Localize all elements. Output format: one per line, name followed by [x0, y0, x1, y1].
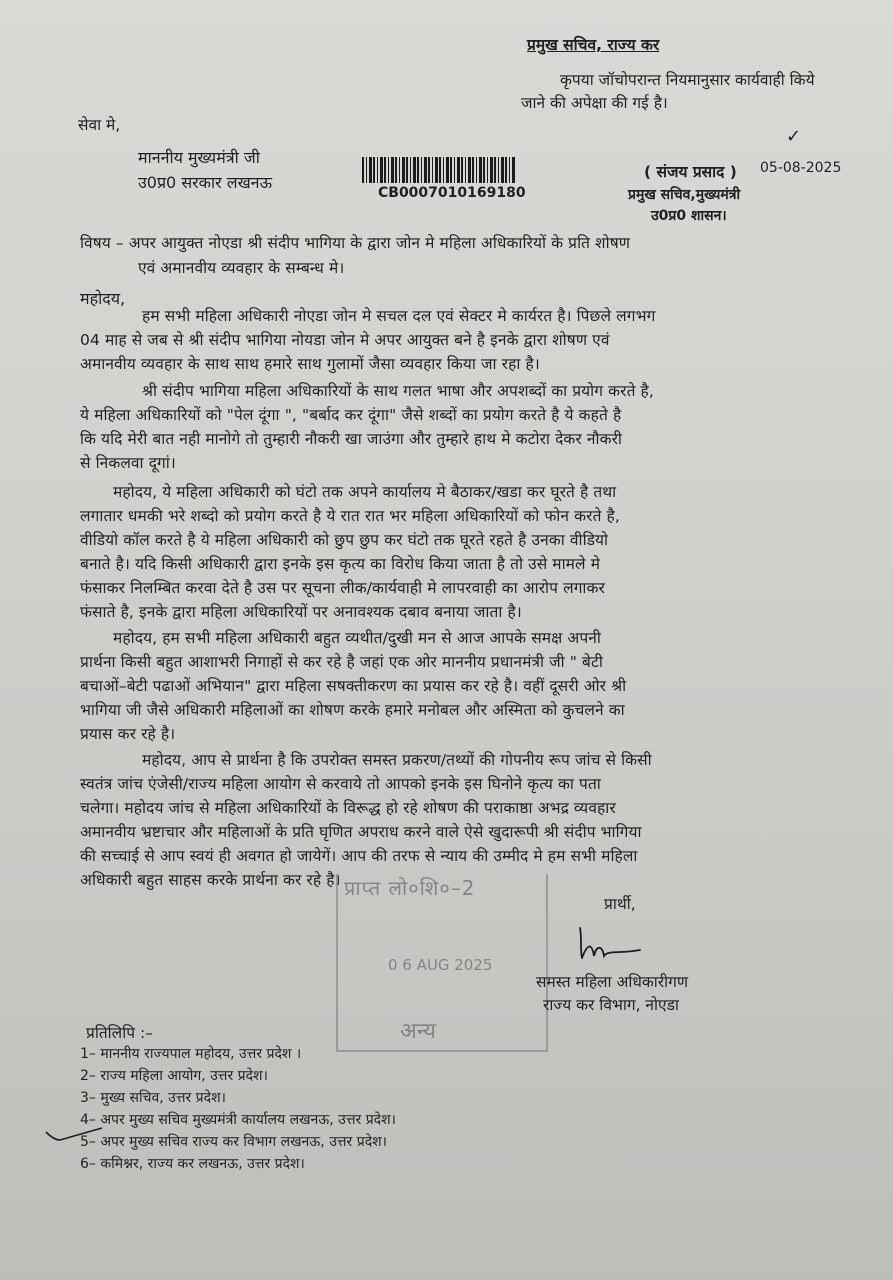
body-line: महोदय, हम सभी महिला अधिकारी बहुत व्यथीत/दुखी मन से आज आपके समक्ष अपनी: [113, 629, 601, 647]
body-line: लगातार धमकी भरे शब्दो को प्रयोग करते है ये रात रात भर महिला अधिकारियों को फोन करते है,: [80, 507, 620, 525]
body-line: अमानवीय व्यवहार के साथ साथ हमारे साथ गुलामों जैसा व्यवहार किया जा रहा है।: [80, 355, 540, 373]
copy-item: 3– मुख्य सचिव, उत्तर प्रदेश।: [80, 1090, 226, 1106]
note-line-2: जाने की अपेक्षा की गई है।: [521, 94, 668, 112]
body-line: ये महिला अधिकारियों को "पेल दूंगा ", "बर्बाद कर दूंगा" जैसे शब्दों का प्रयोग करते है ये कहते है: [80, 406, 622, 424]
body-line: 04 माह से जब से श्री संदीप भागिया नोयडा जोन मे अपर आयुक्त बने है इनके द्वारा शोषण एवं: [80, 331, 610, 349]
stamp-date: 0 6 AUG 2025: [388, 956, 493, 974]
copy-item: 1– माननीय राज्यपाल महोदय, उत्तर प्रदेश ।: [80, 1046, 302, 1062]
copy-item: 5– अपर मुख्य सचिव राज्य कर विभाग लखनऊ, उत्तर प्रदेश।: [80, 1134, 387, 1150]
note-mark: ✓: [786, 126, 802, 147]
copy-item: 6– कमिश्नर, राज्य कर लखनऊ, उत्तर प्रदेश।: [80, 1156, 305, 1172]
stamp-office: प्राप्त लो०शि०–2: [344, 876, 476, 900]
copy-item: 2– राज्य महिला आयोग, उत्तर प्रदेश।: [80, 1068, 268, 1084]
address-to: सेवा मे,: [78, 116, 121, 134]
body-line: महोदय, आप से प्रार्थना है कि उपरोक्त समस्त प्रकरण/तथ्यों की गोपनीय रूप जांच से किसी: [142, 751, 652, 769]
copies-heading: प्रतिलिपि :–: [86, 1024, 153, 1042]
stamp-category: अन्य: [400, 1019, 437, 1044]
body-line: श्री संदीप भागिया महिला अधिकारियों के साथ गलत भाषा और अपशब्दों का प्रयोग करते है,: [142, 382, 654, 400]
body-line: फंसाते है, इनके द्वारा महिला अधिकारियों पर अनावश्यक दबाव बनाया जाता है।: [80, 603, 522, 621]
barcode: [362, 157, 516, 183]
body-line: अधिकारी बहुत साहस करके प्रार्थना कर रहे है।: [80, 871, 341, 889]
signatory-name: ( संजय प्रसाद ): [644, 163, 737, 181]
subject-line-2: एवं अमानवीय व्यवहार के सम्बन्ध मे।: [138, 259, 345, 277]
signatory-title-1: प्रमुख सचिव,मुख्यमंत्री: [628, 187, 741, 203]
barcode-number: CB0007010169180: [378, 185, 526, 201]
subject-line-1: विषय – अपर आयुक्त नोएडा श्री संदीप भागिया के द्वारा जोन मे महिला अधिकारियों के प्रति शोषण: [80, 234, 631, 252]
body-line: प्रयास कर रहे है।: [80, 725, 176, 743]
body-line: भागिया जी जैसे अधिकारी महिलाओं का शोषण करके हमारे मनोबल और अस्मिता को कुचलने का: [80, 701, 625, 719]
salutation: महोदय,: [80, 289, 126, 308]
body-line: स्वतंत्र जांच एंजेसी/राज्य महिला आयोग से करवाये तो आपको इनके इस घिनोने कृत्य का पता: [80, 775, 601, 793]
handwritten-tick: [44, 1124, 104, 1144]
body-line: महोदय, ये महिला अधिकारी को घंटो तक अपने कार्यालय मे बैठाकर/खडा कर घूरते है तथा: [113, 483, 617, 501]
signature: [574, 924, 646, 962]
body-line: हम सभी महिला अधिकारी नोएडा जोन मे सचल दल एवं सेक्टर मे कार्यरत है। पिछले लगभग: [142, 307, 656, 325]
body-line: प्रार्थना किसी बहुत आशाभरी निगाहों से कर रहे है जहां एक ओर माननीय प्रधानमंत्री जी " बेटी: [80, 653, 603, 671]
signer-line-2: राज्य कर विभाग, नोएडा: [543, 996, 679, 1014]
copy-item: 4– अपर मुख्य सचिव मुख्यमंत्री कार्यालय लखनऊ, उत्तर प्रदेश।: [80, 1112, 396, 1128]
signatory-title-2: उ0प्र0 शासन।: [651, 208, 727, 224]
note-line-1: कृपया जॉचोपरान्त नियमानुसार कार्यवाही किये: [560, 71, 815, 89]
body-line: कि यदि मेरी बात नही मानोगे तो तुम्हारी नौकरी खा जाउंगा और तुम्हारे हाथ मे कटोरा देकर नौकरी: [80, 430, 623, 448]
note-date: 05-08-2025: [760, 160, 842, 176]
body-line: वीडियो कॉल करते है ये महिला अधिकारी को छुप छुप कर घंटो तक घूरते रहते है उनका वीडियो: [80, 531, 609, 549]
body-line: से निकलवा दूगां।: [80, 454, 176, 472]
note-recipient: प्रमुख सचिव, राज्य कर: [527, 36, 660, 54]
address-line-2: उ0प्र0 सरकार लखनऊ: [138, 173, 273, 192]
closing-label: प्रार्थी,: [604, 895, 636, 913]
body-line: फंसाकर निलम्बित करवा देते है उस पर सूचना लीक/कार्यवाही मे लापरवाही का आरोप लगाकर: [80, 579, 605, 597]
body-line: अमानवीय भ्रष्टाचार और महिलाओं के प्रति घृणित अपराध करने वाले ऐसे खुदारूपी श्री संदीप भागिया: [80, 823, 642, 841]
address-line-1: माननीय मुख्यमंत्री जी: [138, 148, 260, 167]
signer-line-1: समस्त महिला अधिकारीगण: [536, 973, 689, 991]
body-line: की सच्चाई से आप स्वयं ही अवगत हो जायेगें। आप की तरफ से न्याय की उम्मीद मे हम सभी महिला: [80, 847, 638, 865]
body-line: बनाते है। यदि किसी अधिकारी द्वारा इनके इस कृत्य का विरोध किया जाता है तो उसे मामले मे: [80, 555, 601, 573]
body-line: बचाओं–बेटी पढाओं अभियान" द्वारा महिला सषक्तीकरण का प्रयास कर रहे है। वहीं दूसरी ओर श्री: [80, 677, 627, 695]
body-line: चलेगा। महोदय जांच से महिला अधिकारियों के विरूद्ध हो रहे शोषण की पराकाष्ठा अभद्र व्यवहार: [80, 799, 616, 817]
